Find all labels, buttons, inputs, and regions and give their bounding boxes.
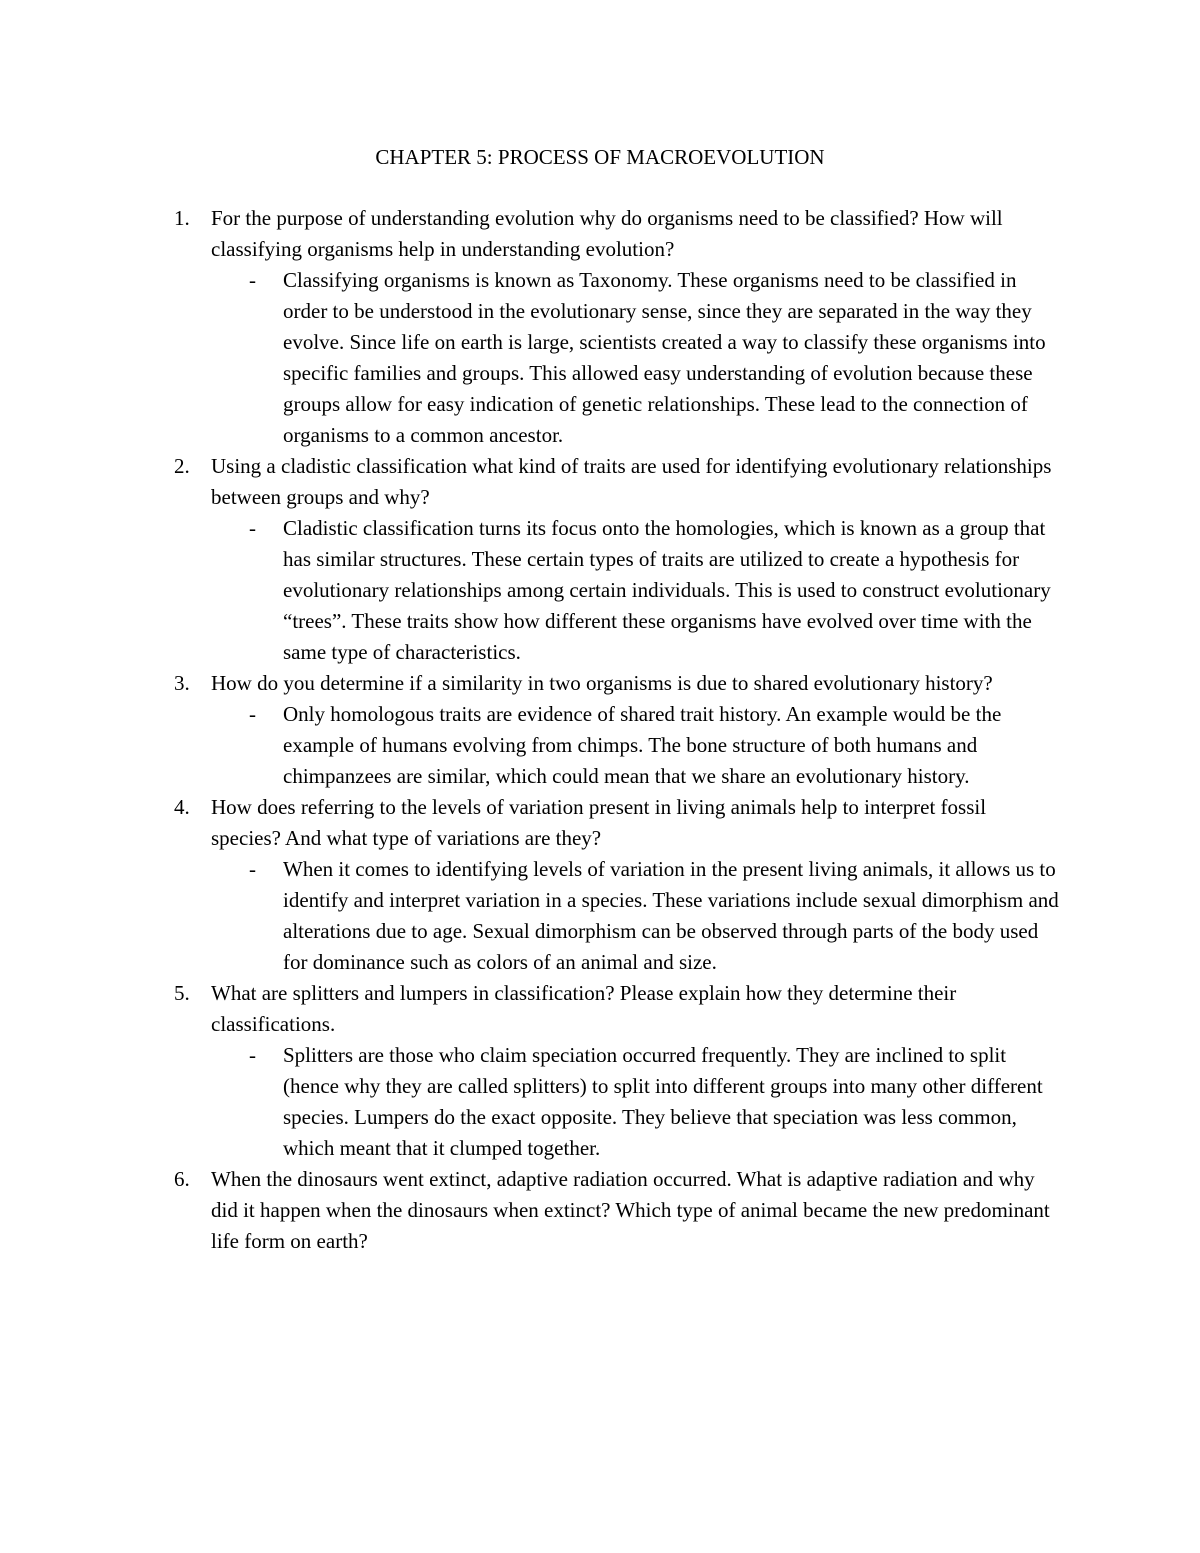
dash-bullet: -: [249, 702, 256, 726]
question-item-3: [168, 668, 1068, 792]
question-number: 6.: [174, 1167, 190, 1191]
question-number: 3.: [174, 671, 190, 695]
question-number: 5.: [174, 981, 190, 1005]
answer-text: Classifying organisms is known as Taxonomy. These organisms need to be classified in order to be understood in the evolutionary sense, since they are separated in the way they evolve. Since life on earth is large, scientists created a way to classify these organisms into specific families and groups. This allowed easy understanding of evolution because these groups allow for easy indication of genetic relationships. These lead to the connection of organisms to a common ancestor.: [283, 268, 1046, 447]
answer-text: Splitters are those who claim speciation occurred frequently. They are inclined to split (hence why they are called splitters) to split into different groups into many other different species. Lumpers do the exact opposite. They believe that speciation was less common, which meant that it clumped together.: [283, 1043, 1043, 1160]
question-text: When the dinosaurs went extinct, adaptive radiation occurred. What is adaptive radiation and why did it happen when the dinosaurs when extinct? Which type of animal became the new predominant life form on earth?: [211, 1167, 1050, 1253]
answer-text: Cladistic classification turns its focus onto the homologies, which is known as a group that has similar structures. These certain types of traits are utilized to create a hypothesis for evolutionary relationships among certain individuals. This is used to construct evolutionary “trees”. These traits show how different these organisms have evolved over time with the same type of characteristics.: [283, 516, 1051, 664]
dash-bullet: -: [249, 857, 256, 881]
question-item-5: [168, 978, 1068, 1164]
question-item-2: [168, 451, 1068, 668]
question-text: What are splitters and lumpers in classification? Please explain how they determine their classifications.: [211, 981, 957, 1036]
question-number: 4.: [174, 795, 190, 819]
answer-item: [249, 699, 1063, 792]
question-list: [168, 203, 1068, 1257]
question-text: For the purpose of understanding evolution why do organisms need to be classified? How will classifying organisms help in understanding evolution?: [211, 206, 1003, 261]
dash-bullet: -: [249, 1043, 256, 1067]
question-number: 1.: [174, 206, 190, 230]
answer-text: Only homologous traits are evidence of shared trait history. An example would be the example of humans evolving from chimps. The bone structure of both humans and chimpanzees are similar, which could mean that we share an evolutionary history.: [283, 702, 1002, 788]
answer-item: [249, 265, 1063, 451]
question-text: Using a cladistic classification what kind of traits are used for identifying evolutionary relationships between groups and why?: [211, 454, 1052, 509]
answer-item: [249, 513, 1063, 668]
question-item-6: [168, 1164, 1068, 1257]
question-item-1: [168, 203, 1068, 451]
dash-bullet: -: [249, 268, 256, 292]
question-text: How do you determine if a similarity in two organisms is due to shared evolutionary history?: [211, 671, 993, 695]
question-text: How does referring to the levels of variation present in living animals help to interpret fossil species? And what type of variations are they?: [211, 795, 987, 850]
question-item-4: [168, 792, 1068, 978]
page-title: CHAPTER 5: PROCESS OF MACROEVOLUTION: [375, 145, 825, 169]
answer-item: [249, 854, 1063, 978]
dash-bullet: -: [249, 516, 256, 540]
answer-item: [249, 1040, 1063, 1164]
answer-text: When it comes to identifying levels of variation in the present living animals, it allows us to identify and interpret variation in a species. These variations include sexual dimorphism and alterations due to age. Sexual dimorphism can be observed through parts of the body used for dominance such as colors of an animal and size.: [283, 857, 1059, 974]
question-number: 2.: [174, 454, 190, 478]
